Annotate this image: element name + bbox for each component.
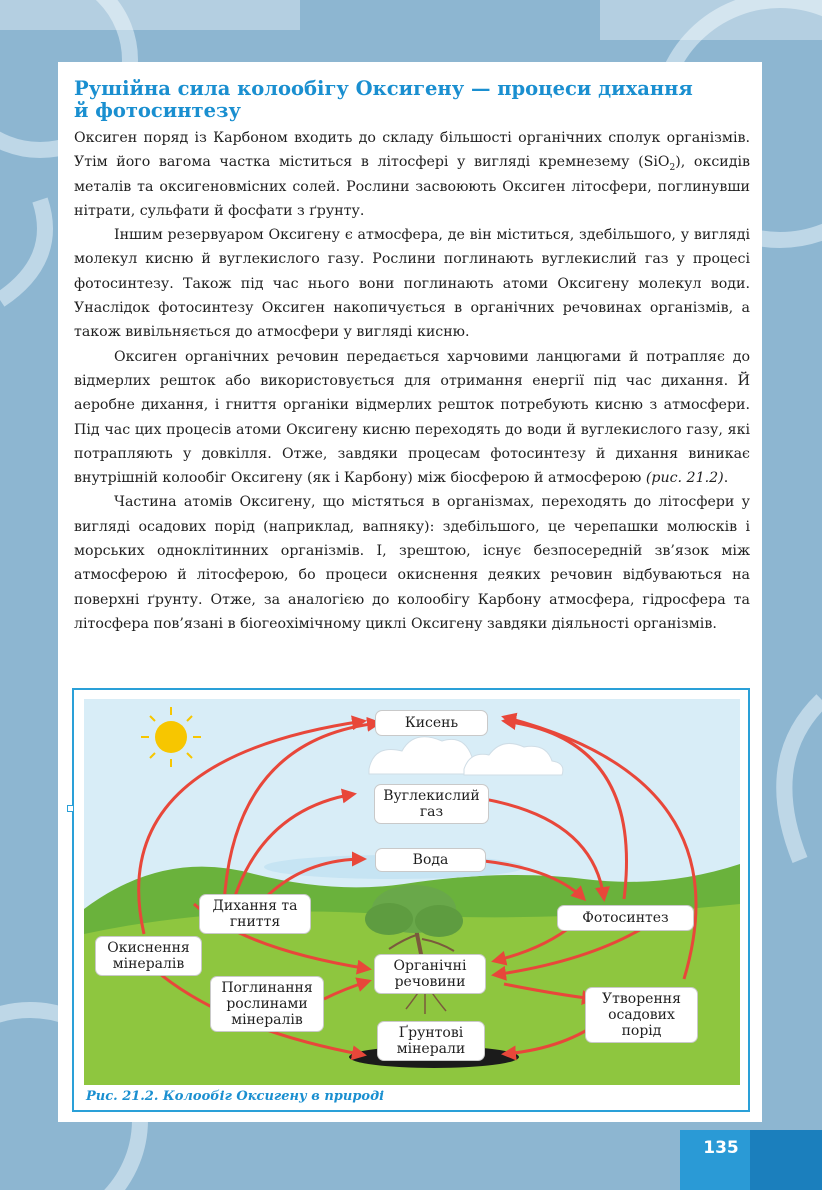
- label-water: Вода: [375, 848, 486, 872]
- paragraph-1-text-end: ), оксидів металів та оксигеновмісних солей. Рослини засвоюють Оксиген літосфери, поглинувши нітрати, сульфати й фосфати з ґрунту.: [74, 154, 750, 219]
- paragraph-1-text: Оксиген поряд із Карбоном входить до складу більшості органічних сполук організмів. Утім його вагома частка міститься в літосфері у вигляді кремнезему (SiO: [74, 130, 750, 171]
- paragraph-1: [74, 126, 750, 223]
- figure-caption: Рис. 21.2. Колообіг Оксигену в природі: [86, 1089, 385, 1104]
- paragraph-3-text: Оксиген органічних речовин передається харчовими ланцюгами й потрапляє до відмерлих решток або використовується для отримання енергії під час дихання. Й аеробне дихання, і гниття органіки відмерлих решток потребують кисню з атмосфери. Під час цих процесів атоми Оксигену кисню переходять до води й вуглекислого газу, які потрапляють у довкілля. Отже, завдяки процесам фотосинтезу й дихання виникає внутрішній колообіг Оксигену (як і Карбону) між біосферою й атмосферою: [74, 348, 750, 487]
- body-text: [74, 126, 750, 636]
- paragraph-2: Іншим резервуаром Оксигену є атмосфера, де він міститься, здебільшого, у вигляді молекул кисню й вуглекислого газу. Рослини поглинають вуглекислий газ у процесі фотосинтезу. Також під час нього вони поглинають атоми Оксигену молекул води. Унаслідок фотосинтезу Оксиген накопичується в органічних речовинах організмів, а також вивільняється до атмосфери у вигляді кисню.: [74, 227, 750, 341]
- paragraph-3: [74, 345, 750, 491]
- figure-reference[interactable]: (рис. 21.2): [645, 470, 724, 487]
- label-sedimentation: Утворення осадових порід: [585, 987, 698, 1043]
- label-respiration: Дихання та гниття: [199, 894, 311, 934]
- label-organic-matter: Органічні речовини: [374, 954, 486, 994]
- label-co2: Вуглекислий газ: [374, 784, 489, 824]
- section-title: Рушійна сила колообігу Оксигену — процеси дихання й фотосинтезу: [74, 77, 693, 122]
- label-soil-minerals: Ґрунтові мінерали: [377, 1021, 485, 1061]
- paragraph-4: Частина атомів Оксигену, що містяться в організмах, переходять до літосфери у вигляді осадових порід (наприклад, вапняку): здебільшого, це черепашки молюсків і морських одноклітинних організмів. І, зрештою, існує безпосередній зв’язок між атмосферою й літосферою, бо процеси окиснення деяких речовин відбуваються на поверхні ґрунту. Отже, за аналогією до колообігу Карбону атмосфера, гідросфера та літосфера пов’язані в біогеохімічному циклі Оксигену завдяки діяльності організмів.: [74, 494, 750, 632]
- paragraph-3-tail: .: [723, 470, 729, 487]
- subscript-2: 2: [669, 163, 676, 174]
- selection-handle[interactable]: [67, 805, 74, 812]
- page-number: 135: [703, 1138, 739, 1158]
- label-oxygen: Кисень: [375, 710, 488, 736]
- label-mineral-oxidation: Окиснення мінералів: [95, 936, 202, 976]
- label-plant-uptake: Поглинання рослинами мінералів: [210, 976, 324, 1032]
- label-photosynthesis: Фотосинтез: [557, 905, 694, 931]
